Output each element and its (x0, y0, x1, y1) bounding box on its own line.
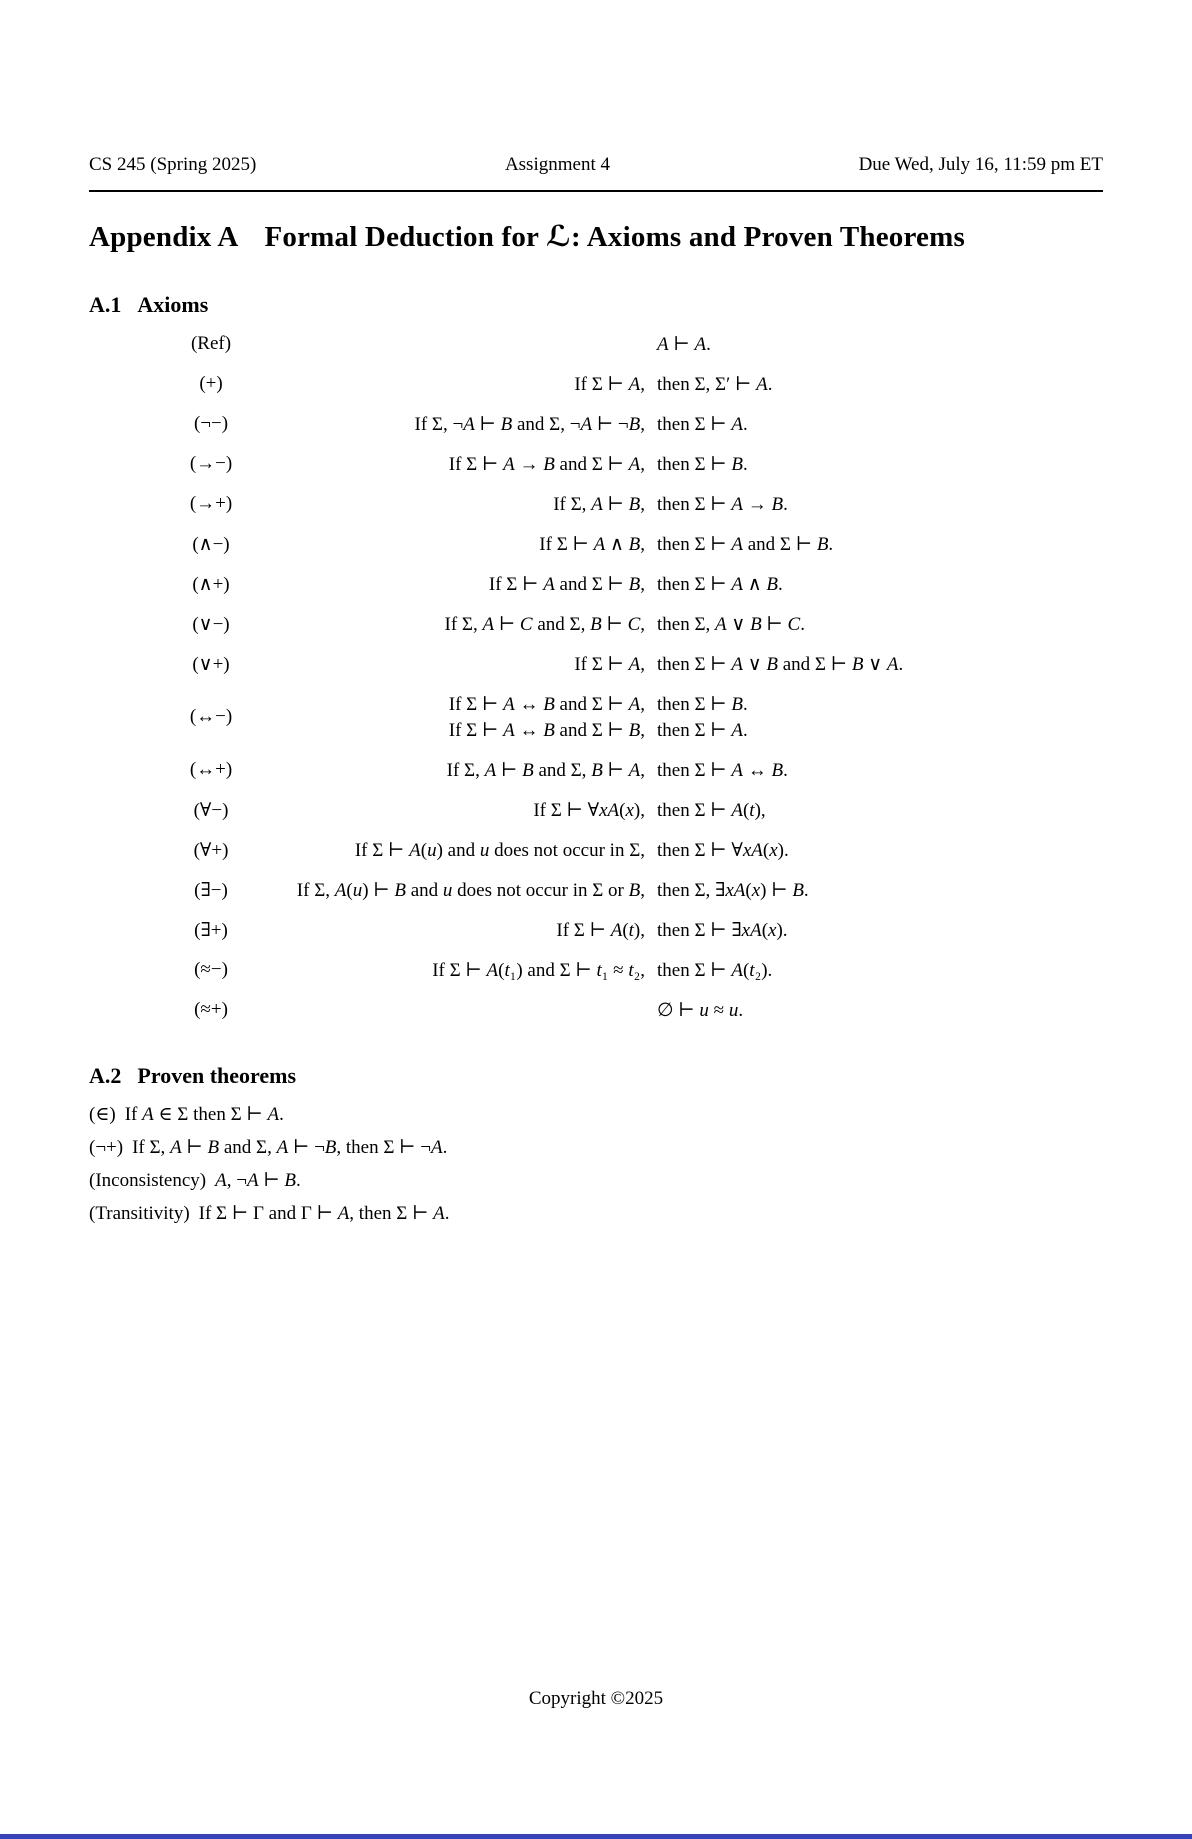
appendix-title-text: Formal Deduction for ℒ: Axioms and Proven Theorems (264, 221, 965, 253)
axiom-row (155, 604, 1103, 644)
axiom-label: (↔+) (189, 759, 233, 780)
axiom-conclusion: then Σ ⊢ A. (657, 719, 748, 741)
axiom-row (155, 910, 1103, 950)
axiom-row (155, 830, 1103, 870)
axiom-row (155, 364, 1103, 404)
axiom-conclusion: then Σ ⊢ A. (657, 413, 748, 435)
axiom-row (155, 644, 1103, 684)
axiom-condition: If Σ, A ⊢ B and Σ, B ⊢ A, (446, 759, 645, 781)
axiom-conclusion: then Σ ⊢ A ∧ B. (657, 573, 783, 595)
proven-theorem-item (89, 1197, 1103, 1230)
axiom-label: (→−) (189, 453, 233, 474)
axiom-conclusion: then Σ, Σ′ ⊢ A. (657, 373, 773, 395)
axiom-label: (∨+) (192, 653, 230, 675)
axiom-condition: If Σ ⊢ A ↔ B and Σ ⊢ A, (448, 693, 645, 715)
axiom-row (155, 790, 1103, 830)
axiom-conclusion: then Σ ⊢ B. (657, 693, 748, 715)
axiom-condition: If Σ ⊢ A(t₁) and Σ ⊢ t₁ ≈ t₂, (432, 959, 645, 981)
proven-theorem-text: A, ¬A ⊢ B. (215, 1170, 301, 1191)
axiom-condition: If Σ ⊢ A and Σ ⊢ B, (488, 573, 645, 595)
axiom-row (155, 484, 1103, 524)
axiom-conclusion: then Σ ⊢ A and Σ ⊢ B. (657, 533, 834, 555)
section-a1-number: A.1 (89, 292, 122, 317)
section-a2-title: Proven theorems (137, 1063, 297, 1088)
axiom-label: (↔−) (189, 706, 233, 727)
axiom-row (155, 404, 1103, 444)
proven-theorem-item (89, 1098, 1103, 1131)
proven-theorem-label: (Transitivity) (89, 1203, 190, 1224)
axiom-condition: If Σ ⊢ A → B and Σ ⊢ A, (448, 453, 645, 475)
axiom-conclusion: then Σ ⊢ A → B. (657, 493, 788, 515)
axiom-label: (≈−) (194, 959, 228, 980)
proven-theorems-list (89, 1098, 1103, 1230)
axiom-condition: If Σ ⊢ A ↔ B and Σ ⊢ B, (448, 719, 645, 741)
axiom-condition: If Σ, A ⊢ C and Σ, B ⊢ C, (444, 613, 645, 635)
axiom-label: (Ref) (190, 333, 232, 354)
axiom-conclusion: ∅ ⊢ u ≈ u. (657, 999, 744, 1021)
axiom-row (155, 524, 1103, 564)
axiom-conclusion: then Σ ⊢ A(t₂). (657, 959, 773, 981)
axiom-condition: If Σ, A ⊢ B, (553, 493, 645, 515)
header-course: CS 245 (Spring 2025) (89, 154, 257, 175)
section-a2-heading (89, 1063, 1103, 1089)
axiom-row (155, 564, 1103, 604)
axiom-label: (→+) (189, 493, 233, 514)
axiom-row (155, 990, 1103, 1030)
axiom-condition: If Σ, ¬A ⊢ B and Σ, ¬A ⊢ ¬B, (414, 413, 645, 435)
axiom-conclusion: then Σ, ∃xA(x) ⊢ B. (657, 879, 809, 901)
axiom-label: (+) (199, 373, 223, 394)
axiom-row (155, 870, 1103, 910)
proven-theorem-text: If Σ ⊢ Γ and Γ ⊢ A, then Σ ⊢ A. (198, 1203, 450, 1224)
axiom-conclusion: A ⊢ A. (657, 333, 711, 355)
axiom-conclusion: then Σ ⊢ A(t), (657, 799, 766, 821)
proven-theorem-label: (Inconsistency) (89, 1170, 207, 1191)
proven-theorem-text: If A ∈ Σ then Σ ⊢ A. (124, 1104, 284, 1125)
axiom-conclusion: then Σ ⊢ A ↔ B. (657, 759, 788, 781)
header-due-date: Due Wed, July 16, 11:59 pm ET (858, 154, 1103, 175)
axiom-condition: If Σ ⊢ ∀xA(x), (533, 799, 645, 821)
axiom-label: (∧+) (192, 573, 230, 595)
axiom-conclusion: then Σ ⊢ ∃xA(x). (657, 919, 788, 941)
axiom-row (155, 444, 1103, 484)
axiom-conclusion: then Σ, A ∨ B ⊢ C. (657, 613, 805, 635)
axiom-label: (∃+) (194, 919, 228, 941)
axiom-label: (∀+) (193, 839, 229, 861)
axiom-condition: If Σ ⊢ A, (574, 373, 645, 395)
axiom-label: (∃−) (194, 879, 228, 901)
axiom-conclusion: then Σ ⊢ B. (657, 453, 748, 475)
page-footer (0, 1688, 1192, 1710)
axiom-label: (∧−) (192, 533, 230, 555)
axiom-label: (≈+) (194, 999, 228, 1020)
axiom-condition: If Σ ⊢ A(u) and u does not occur in Σ, (354, 839, 645, 861)
header-assignment: Assignment 4 (504, 154, 610, 175)
appendix-label: Appendix A (89, 221, 239, 253)
axiom-label: (∨−) (192, 613, 230, 635)
section-a1-title: Axioms (137, 292, 209, 317)
proven-theorem-item (89, 1131, 1103, 1164)
axiom-condition: If Σ ⊢ A(t), (556, 919, 645, 941)
section-a2-number: A.2 (89, 1063, 122, 1088)
proven-theorem-label: (¬+) (89, 1137, 124, 1158)
axiom-condition: If Σ ⊢ A ∧ B, (539, 533, 645, 555)
axiom-row (155, 684, 1103, 750)
axiom-conclusion: then Σ ⊢ ∀xA(x). (657, 839, 789, 861)
bottom-edge-bar (0, 1834, 1192, 1839)
axiom-condition: If Σ, A(u) ⊢ B and u does not occur in Σ or B, (296, 879, 645, 901)
copyright-text: Copyright ©2025 (528, 1688, 664, 1709)
section-a1-heading (89, 292, 1103, 318)
axiom-conclusion: then Σ ⊢ A ∨ B and Σ ⊢ B ∨ A. (657, 653, 904, 675)
proven-theorem-item (89, 1164, 1103, 1197)
proven-theorem-label: (∈) (89, 1104, 116, 1125)
proven-theorem-text: If Σ, A ⊢ B and Σ, A ⊢ ¬B, then Σ ⊢ ¬A. (132, 1137, 448, 1158)
axiom-condition: If Σ ⊢ A, (574, 653, 645, 675)
axiom-row (155, 324, 1103, 364)
axiom-label: (∀−) (193, 799, 229, 821)
axioms-table (89, 324, 1103, 1030)
axiom-row (155, 950, 1103, 990)
axiom-row (155, 750, 1103, 790)
page-header (89, 154, 1103, 192)
document-page (0, 154, 1192, 1709)
axiom-label: (¬−) (193, 413, 229, 434)
appendix-title (89, 219, 1103, 254)
